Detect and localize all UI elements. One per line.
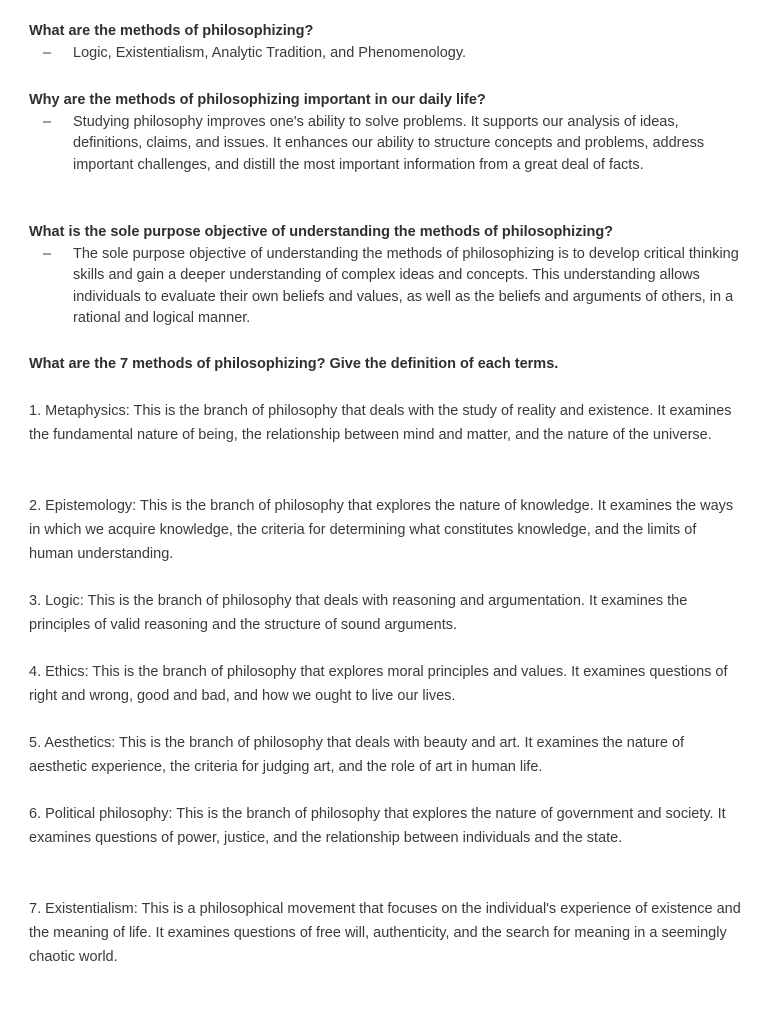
answer-item bbox=[29, 112, 741, 176]
dash-bullet: – bbox=[43, 45, 52, 61]
dash-bullet: – bbox=[43, 246, 52, 262]
answer-text: Studying philosophy improves one's ability to solve problems. It supports our analysis of ideas, definitions, claims, and issues. It enhances our ability to structure concepts and problems, address important challenges, and distill the most important information from a great deal of facts. bbox=[73, 114, 705, 173]
qa-block-importance bbox=[29, 90, 741, 176]
question-heading: What is the sole purpose objective of understanding the methods of philosophizing? bbox=[29, 224, 614, 240]
definition-metaphysics: 1. Metaphysics: This is the branch of philosophy that deals with the study of reality and existence. It examines the fundamental nature of being, the relationship between mind and matter, and the nature of the universe. bbox=[29, 403, 732, 444]
answer-text: Logic, Existentialism, Analytic Tradition, and Phenomenology. bbox=[73, 45, 467, 61]
question-heading: What are the methods of philosophizing? bbox=[29, 23, 314, 39]
definition-political-philosophy: 6. Political philosophy: This is the branch of philosophy that explores the nature of government and society. It examines questions of power, justice, and the relationship between individuals and the state. bbox=[29, 806, 726, 847]
definition-existentialism: 7. Existentialism: This is a philosophical movement that focuses on the individual's experience of existence and the meaning of life. It examines questions of free will, authenticity, and the search for meaning in a seemingly chaotic world. bbox=[29, 901, 741, 966]
definition-ethics: 4. Ethics: This is the branch of philosophy that explores moral principles and values. It examines questions of right and wrong, good and bad, and how we ought to live our lives. bbox=[29, 664, 728, 705]
question-heading: Why are the methods of philosophizing important in our daily life? bbox=[29, 92, 486, 108]
qa-block-purpose bbox=[29, 222, 741, 329]
methods-question-heading: What are the 7 methods of philosophizing? Give the definition of each terms. bbox=[29, 356, 559, 372]
answer-text: The sole purpose objective of understanding the methods of philosophizing is to develop critical thinking skills and gain a deeper understanding of complex ideas and concepts. This understanding allows individuals to evaluate their own beliefs and values, as well as the beliefs and arguments of others, in a rational and logical manner. bbox=[73, 246, 739, 326]
answer-item bbox=[29, 244, 741, 329]
qa-block-methods bbox=[29, 21, 741, 64]
definition-logic: 3. Logic: This is the branch of philosophy that deals with reasoning and argumentation. It examines the principles of valid reasoning and the structure of sound arguments. bbox=[29, 593, 688, 634]
definition-epistemology: 2. Epistemology: This is the branch of philosophy that explores the nature of knowledge. It examines the ways in which we acquire knowledge, the criteria for determining what constitutes knowledge, and the limits of human understanding. bbox=[29, 498, 734, 563]
dash-bullet: – bbox=[43, 114, 52, 130]
answer-item bbox=[29, 43, 741, 64]
definition-aesthetics: 5. Aesthetics: This is the branch of philosophy that deals with beauty and art. It examines the nature of aesthetic experience, the criteria for judging art, and the role of art in human life. bbox=[29, 735, 685, 776]
